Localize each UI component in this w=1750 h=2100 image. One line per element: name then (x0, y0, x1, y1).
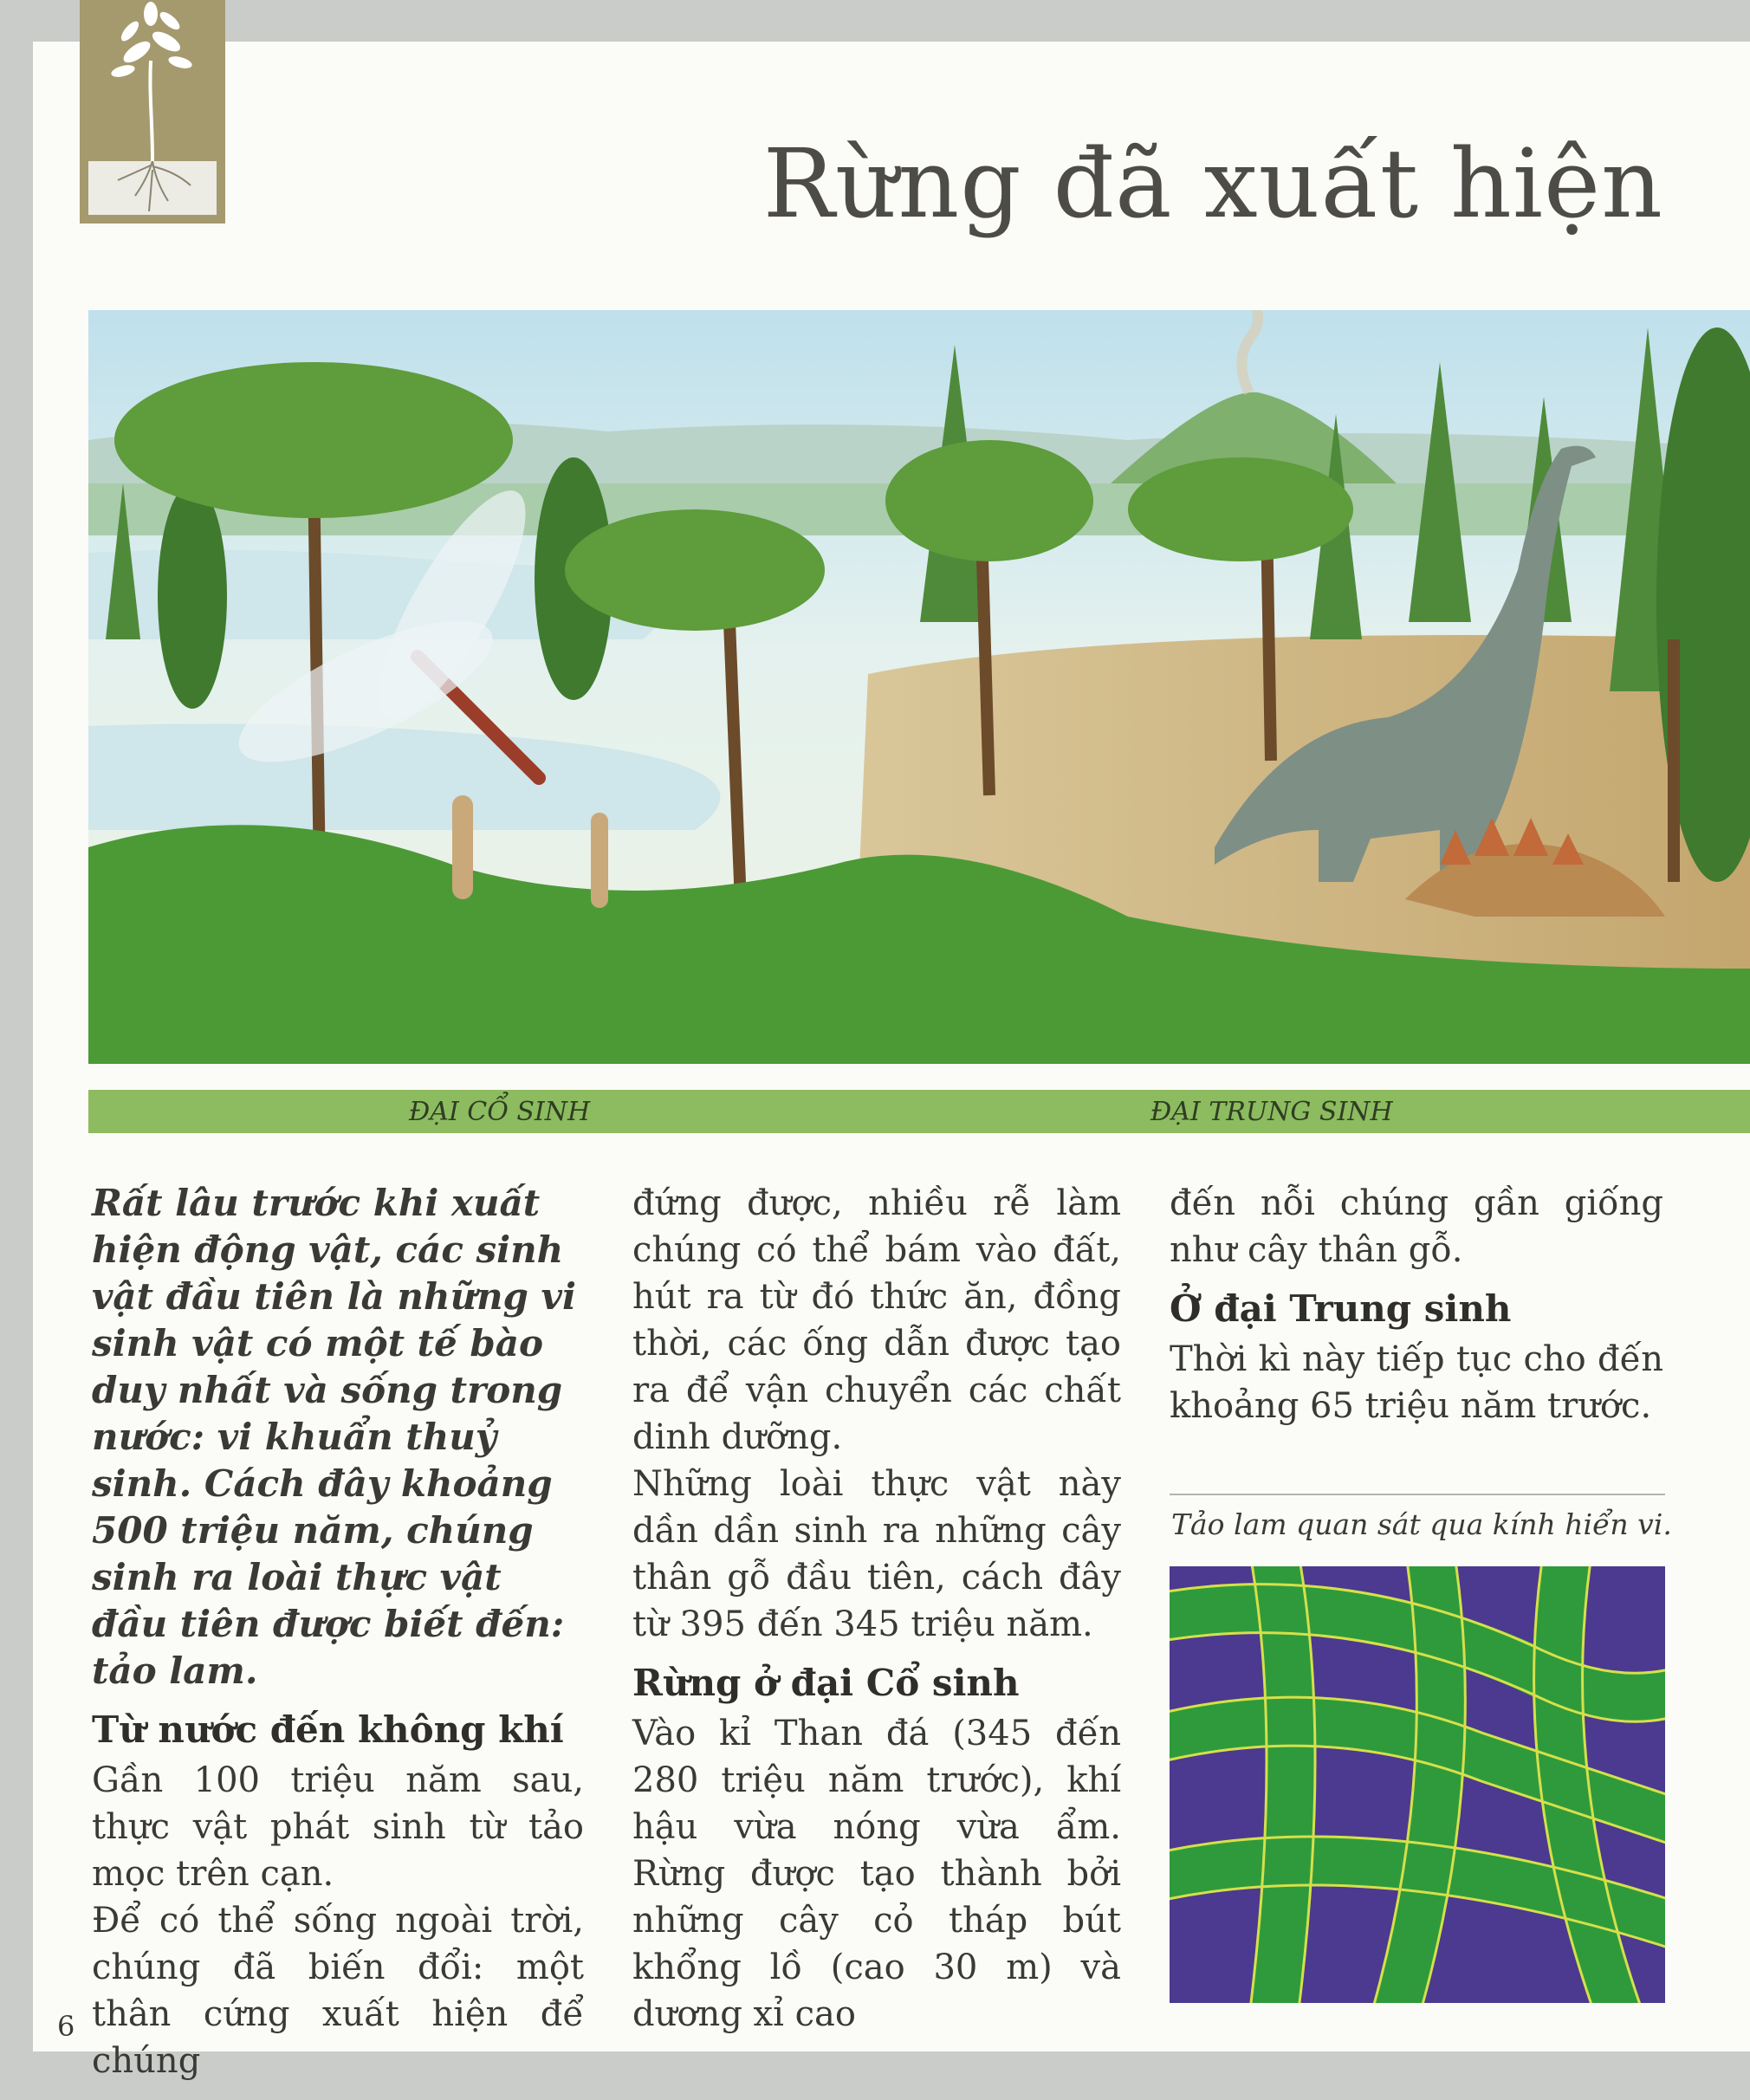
era-band (88, 1090, 1750, 1133)
era-label-paleozoic: ĐẠI CỔ SINH (409, 1097, 591, 1127)
image-caption: Tảo lam quan sát qua kính hiển vi. (1171, 1507, 1672, 1541)
body-paragraph: Để có thể sống ngoài trời, chúng đã biến đổi: một thân cứng xuất hiện để chúng (92, 1901, 584, 2081)
text-column-1 (92, 1180, 584, 2084)
text-column-2 (632, 1180, 1121, 2038)
caption-divider (1170, 1494, 1665, 1495)
algae-micrograph (1170, 1566, 1665, 2003)
body-paragraph: Thời kì này tiếp tục cho đến khoảng 65 triệu năm trước. (1170, 1339, 1663, 1426)
intro-paragraph: Rất lâu trước khi xuất hiện động vật, các sinh vật đầu tiên là những vi sinh vật có một tế bào duy nhất và sống trong nước: vi khuẩn thuỷ sinh. Cách đây khoảng 500 triệu năm, chúng sinh ra loài thực vật đầu tiên được biết đến: tảo lam. (92, 1182, 576, 1692)
section-heading-mesozoic: Ở đại Trung sinh (1170, 1287, 1512, 1330)
chapter-tab (80, 0, 225, 224)
body-paragraph: Những loài thực vật này dần dần sinh ra những cây thân gỗ đầu tiên, cách đây từ 395 đến 345 triệu năm. (632, 1464, 1121, 1644)
text-column-3 (1170, 1180, 1663, 1429)
body-paragraph: đứng được, nhiều rễ làm chúng có thể bám vào đất, hút ra từ đó thức ăn, đồng thời, các ống dẫn được tạo ra để vận chuyển các chất dinh dưỡng. (632, 1183, 1121, 1457)
page-title: Rừng đã xuất hiện (762, 128, 1663, 239)
prehistoric-forest-illustration (88, 310, 1750, 1064)
era-label-mesozoic: ĐẠI TRUNG SINH (1150, 1097, 1393, 1127)
body-paragraph: Gần 100 triệu năm sau, thực vật phát sinh từ tảo mọc trên cạn. (92, 1760, 584, 1894)
seedling-icon (80, 0, 225, 224)
body-paragraph: đến nỗi chúng gần giống như cây thân gỗ. (1170, 1183, 1663, 1270)
body-paragraph: Vào kỉ Than đá (345 đến 280 triệu năm trước), khí hậu vừa nóng vừa ẩm. Rừng được tạo thành bởi những cây cỏ tháp bút khổng lồ (cao 30 m) và dương xỉ cao (632, 1714, 1121, 2034)
section-heading-paleozoic-forest: Rừng ở đại Cổ sinh (632, 1662, 1020, 1704)
section-heading-water-to-air: Từ nước đến không khí (92, 1708, 564, 1751)
page-number: 6 (57, 2010, 75, 2043)
